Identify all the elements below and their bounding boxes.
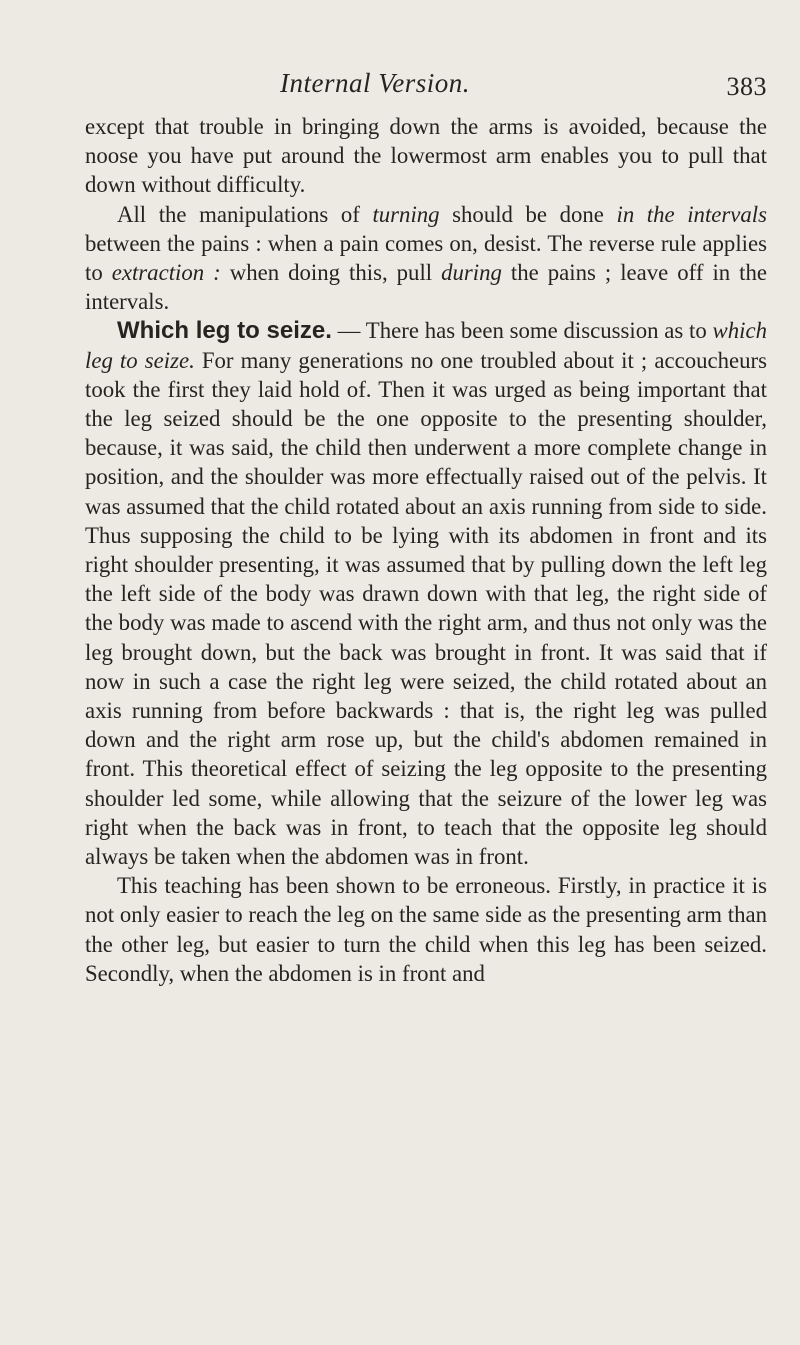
paragraph-which-leg: [85, 316, 767, 871]
italic-run: which leg to seize.: [85, 318, 767, 373]
text-run: — There has been some discussion as to: [331, 318, 713, 344]
italic-run: extraction :: [111, 260, 221, 286]
section-heading: Which leg to seize.: [117, 317, 332, 345]
page-number: 383: [726, 72, 767, 101]
text-run: between the pains : when a pain comes on, desist. The reverse rule applies to: [85, 230, 767, 286]
italic-run: turning: [372, 201, 440, 227]
running-head-title: Internal Version.: [280, 68, 470, 98]
text-run: For many generations no one troubled about it ; accoucheurs took the first they laid hold of. Then it was urged as being important that the leg seized should be the one opposite to the presenting shoulder, because, it was said, the child then underwent a more complete change in position, and the shoulder was more effectually raised out of the pelvis. It was assumed that the child rotated about an axis running from side to side. Thus supposing the child to be lying with its abdomen in front and its right shoulder presenting, it was assumed that by pulling down the left leg the left side of the body was drawn down with that leg, the right side of the body was made to ascend with the right arm, and thus not only was the leg brought down, but the back was brought in front. It was said that if now in such a case the right leg were seized, the child rotated about an axis running from before backwards : that is, the right leg was pulled down and the right arm rose up, but the child's abdomen remained in front. This theoretical effect of seizing the leg opposite to the presenting shoulder led some, while allowing that the seizure of the lower leg was right when the back was in front, to teach that the opposite leg should always be taken when the abdomen was in front.: [85, 347, 767, 870]
paragraph-erroneous-teaching: This teaching has been shown to be erroneous. Firstly, in practice it is not only easier to reach the leg on the same side as the presenting arm than the other leg, but easier to turn the child when this leg has been seized. Secondly, when the abdomen is in front and: [85, 873, 767, 986]
paragraph-turning-intervals: [85, 200, 767, 317]
text-run: should be done: [439, 201, 617, 227]
text-run: All the manipulations of: [117, 201, 373, 227]
running-head: [85, 68, 767, 112]
text-run: the pains ; leave off in the intervals.: [85, 260, 768, 315]
paragraph-continuation: except that trouble in bringing down the arms is avoided, because the noose you have put around the lowermost arm enables you to pull that down without difficulty.: [85, 114, 767, 198]
body-text: [85, 112, 767, 988]
book-page: [85, 68, 767, 988]
italic-run: during: [441, 260, 502, 286]
text-run: when doing this, pull: [220, 260, 442, 286]
italic-run: in the intervals: [616, 201, 768, 227]
